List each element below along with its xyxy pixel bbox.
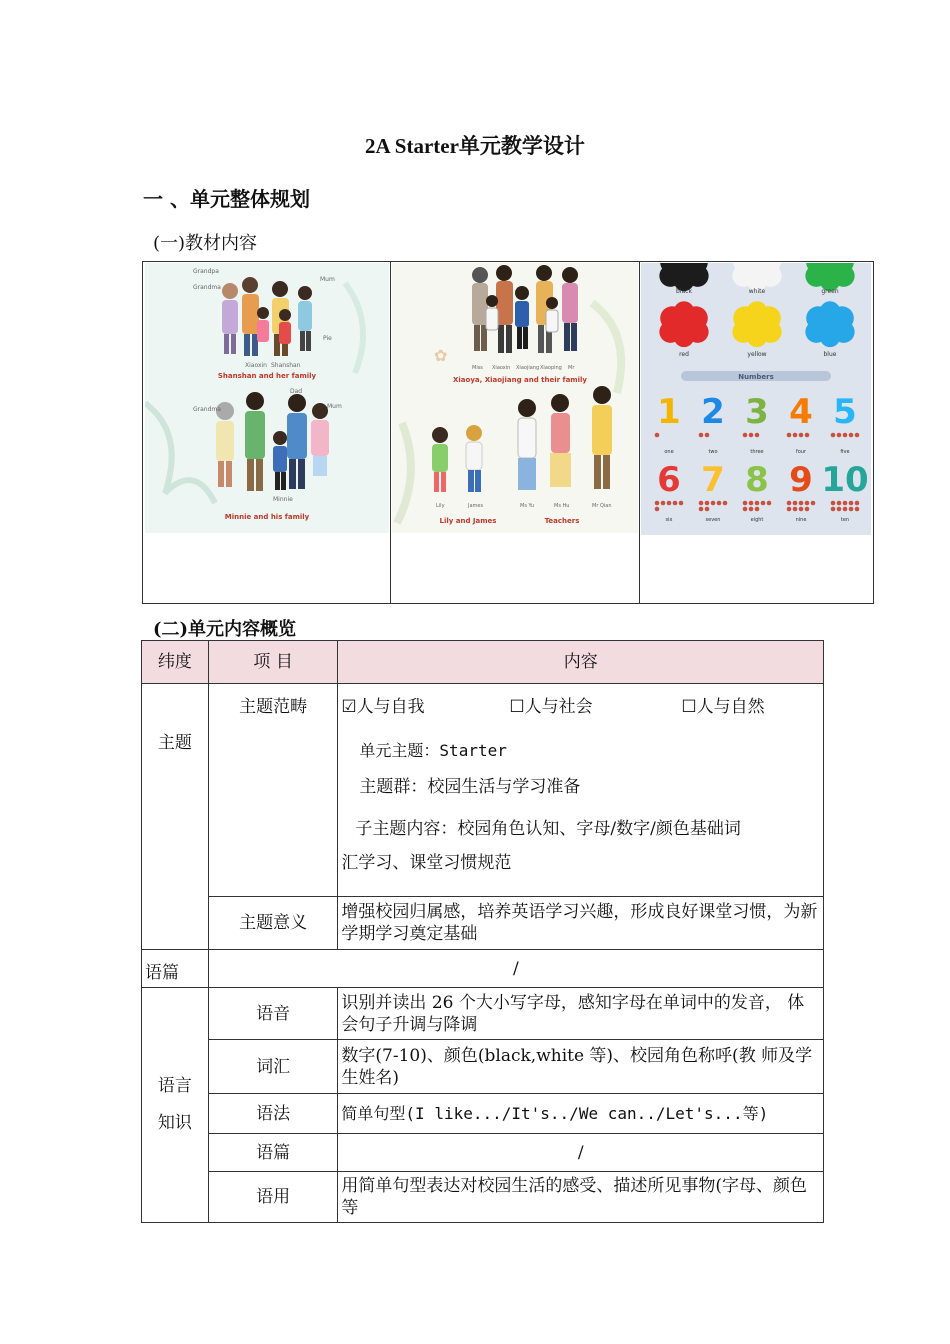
- label-miss: Miss: [472, 365, 483, 371]
- count-dot: [755, 507, 760, 512]
- row-content-usage: 用简单句型表达对校园生活的感受、描述所见事物(字母、颜色等: [338, 1172, 824, 1223]
- count-dot: [793, 507, 798, 512]
- color-blob-red: [659, 301, 708, 347]
- table-row: [142, 684, 824, 897]
- count-dot: [799, 433, 804, 438]
- label-mr-qian: Mr Qian: [592, 503, 612, 509]
- count-dot: [743, 433, 748, 438]
- count-dot: [767, 501, 772, 506]
- count-dot: [837, 507, 842, 512]
- count-dot: [831, 501, 836, 506]
- number-digit-nine: 9: [789, 460, 813, 500]
- number-word-three: three: [750, 449, 764, 455]
- count-dot: [699, 433, 704, 438]
- count-dot: [655, 507, 660, 512]
- label-xiaojiang: Xiaojiang: [516, 365, 540, 371]
- label-ms-hu: Ms Hu: [554, 503, 570, 509]
- table-row: [142, 1172, 824, 1223]
- section-heading: 一 、单元整体规划: [143, 187, 310, 211]
- number-digit-seven: 7: [701, 460, 725, 500]
- number-word-two: two: [708, 449, 718, 455]
- count-dot: [749, 507, 754, 512]
- count-dot: [711, 501, 716, 506]
- label-xiaoping: Xiaoping: [540, 365, 562, 371]
- color-blob-yellow: [732, 301, 781, 347]
- label-james: James: [468, 503, 484, 509]
- subsection-heading-overview: (二)单元内容概览: [153, 619, 297, 640]
- number-digit-two: 2: [701, 392, 725, 432]
- count-dot: [705, 507, 710, 512]
- label-pie: Pie: [323, 335, 332, 342]
- header-content: 内容: [338, 641, 824, 684]
- row-content-phonetics: 识别并读出 26 个大小写字母，感知字母在单词中的发音， 体会句子升调与降调: [338, 988, 824, 1040]
- count-dot: [705, 433, 710, 438]
- color-label-white: white: [748, 288, 766, 295]
- caption-shanshan-family: Shanshan and her family: [217, 372, 317, 380]
- color-label-yellow: yellow: [747, 351, 767, 358]
- option-self: ☑人与自我: [341, 697, 425, 717]
- count-dot: [793, 501, 798, 506]
- table-row: [142, 1040, 824, 1094]
- count-dot: [673, 501, 678, 506]
- table-row: [142, 897, 824, 950]
- label-xiaoxin: Xiaoxin: [245, 362, 267, 369]
- sub-theme-line-1: 子主题内容：校园角色认知、字母/数字/颜色基础词: [355, 819, 741, 839]
- label-shanshan: Shanshan: [271, 362, 301, 369]
- number-digit-one: 1: [657, 392, 681, 432]
- count-dot: [743, 507, 748, 512]
- color-blob-blue: [805, 301, 854, 347]
- count-dot: [805, 507, 810, 512]
- textbook-image-classmates: [392, 263, 638, 533]
- label-ms-yu: Ms Yu: [520, 503, 535, 509]
- count-dot: [705, 501, 710, 506]
- discourse-label: 语篇: [142, 950, 209, 988]
- table-row: [142, 1134, 824, 1172]
- table-row: [142, 1094, 824, 1134]
- label-xiaoxin-2: Xiaoxin: [492, 365, 511, 371]
- count-dot: [787, 507, 792, 512]
- count-dot: [755, 433, 760, 438]
- count-dot: [837, 433, 842, 438]
- number-word-seven: seven: [705, 517, 721, 523]
- row-content-discourse: /: [338, 1134, 824, 1172]
- table-row: [142, 988, 824, 1040]
- label-minnie: Minnie: [273, 496, 293, 503]
- caption-minnie-family: Minnie and his family: [224, 513, 310, 521]
- count-dot: [831, 507, 836, 512]
- count-dot: [699, 507, 704, 512]
- unit-theme: 单元主题：Starter: [359, 741, 507, 760]
- document-title: 2A Starter单元教学设计: [365, 134, 585, 158]
- header-dimension: 纬度: [142, 641, 209, 684]
- number-word-ten: ten: [840, 517, 850, 523]
- count-dot: [787, 501, 792, 506]
- svg-text:✿: ✿: [434, 346, 448, 365]
- count-dot: [843, 507, 848, 512]
- count-dot: [749, 501, 754, 506]
- count-dot: [805, 501, 810, 506]
- count-dot: [831, 433, 836, 438]
- count-dot: [837, 501, 842, 506]
- count-dot: [661, 501, 666, 506]
- count-dot: [655, 501, 660, 506]
- unit-overview-table: [141, 640, 824, 1223]
- count-dot: [655, 433, 660, 438]
- count-dot: [843, 501, 848, 506]
- number-digit-five: 5: [833, 392, 857, 432]
- number-word-four: four: [795, 449, 807, 455]
- row-item-usage: 语用: [208, 1172, 338, 1223]
- theme-meaning-label: 主题意义: [208, 897, 338, 950]
- language-label-line-1: 语言: [157, 1076, 192, 1096]
- number-digit-eight: 8: [745, 460, 769, 500]
- label-grandpa: Grandpa: [193, 268, 219, 275]
- row-content-grammar: 简单句型(I like.../It's../We can../Let's...等): [338, 1094, 824, 1134]
- color-label-black: black: [676, 288, 692, 295]
- count-dot: [805, 433, 810, 438]
- number-digit-three: 3: [745, 392, 769, 432]
- number-word-five: five: [840, 449, 850, 455]
- kids-figures: [432, 425, 482, 492]
- family-figures: [472, 265, 578, 353]
- count-dot: [793, 433, 798, 438]
- label-lily: Lily: [436, 503, 445, 509]
- number-digit-four: 4: [789, 392, 813, 432]
- row-item-grammar: 语法: [208, 1094, 338, 1134]
- subsection-heading-materials: (一)教材内容: [153, 233, 258, 254]
- count-dot: [755, 501, 760, 506]
- number-digit-six: 6: [657, 460, 681, 500]
- color-label-red: red: [679, 351, 689, 358]
- count-dot: [667, 501, 672, 506]
- textbook-image-colors-numbers: [641, 263, 871, 535]
- count-dot: [855, 433, 860, 438]
- language-label-line-2: 知识: [157, 1113, 192, 1133]
- color-label-blue: blue: [823, 351, 837, 358]
- count-dot: [723, 501, 728, 506]
- teacher-figures: [518, 386, 612, 490]
- sub-theme-line-2: 汇学习、课堂习惯规范: [341, 853, 512, 873]
- materials-image-table: [142, 261, 874, 604]
- theme-options: [341, 694, 820, 720]
- language-knowledge-label: [142, 988, 209, 1223]
- count-dot: [855, 501, 860, 506]
- count-dot: [849, 433, 854, 438]
- family-figures-top: [222, 277, 312, 356]
- color-blob-green: [805, 263, 854, 291]
- row-item-vocabulary: 词汇: [208, 1040, 338, 1094]
- count-dot: [787, 433, 792, 438]
- discourse-value: /: [208, 950, 823, 988]
- label-dad: Dad: [290, 388, 303, 395]
- number-word-six: six: [665, 517, 673, 523]
- label-grandma: Grandma: [193, 284, 221, 291]
- count-dot: [799, 507, 804, 512]
- number-word-one: one: [664, 449, 674, 455]
- theme-meaning-content: 增强校园归属感，培养英语学习兴趣，形成良好课堂习惯，为新学期学习奠定基础: [338, 897, 824, 950]
- theme-group: 主题群：校园生活与学习准备: [359, 777, 581, 797]
- number-word-eight: eight: [750, 517, 764, 523]
- label-mr: Mr: [568, 365, 575, 371]
- count-dot: [811, 501, 816, 506]
- row-item-phonetics: 语音: [208, 988, 338, 1040]
- table-header-row: [142, 641, 824, 684]
- theme-label: 主题: [142, 684, 209, 950]
- count-dot: [849, 501, 854, 506]
- count-dot: [843, 433, 848, 438]
- numbers-heading: Numbers: [738, 373, 774, 381]
- count-dot: [743, 501, 748, 506]
- number-word-nine: nine: [795, 517, 807, 523]
- count-dot: [717, 501, 722, 506]
- color-blob-black: [659, 263, 708, 291]
- row-content-vocabulary: 数字(7-10)、颜色(black,white 等)、校园角色称呼(教 师及学生姓名): [338, 1040, 824, 1094]
- count-dot: [855, 507, 860, 512]
- theme-category-label: 主题范畴: [208, 684, 338, 897]
- count-dot: [679, 501, 684, 506]
- theme-category-content: [338, 684, 824, 897]
- caption-lily-james: Lily and James: [439, 517, 497, 525]
- option-society: ☐人与社会: [509, 697, 593, 717]
- caption-xiaoya-family: Xiaoya, Xiaojiang and their family: [453, 376, 587, 384]
- label-mum-2: Mum: [327, 403, 342, 410]
- color-blob-white: [732, 263, 781, 291]
- table-row: [142, 950, 824, 988]
- label-mum: Mum: [320, 276, 335, 283]
- column-divider: [390, 262, 391, 603]
- count-dot: [761, 501, 766, 506]
- number-digit-ten: 10: [821, 460, 869, 500]
- option-nature: ☐人与自然: [681, 697, 765, 717]
- textbook-image-families: [145, 263, 389, 533]
- caption-teachers: Teachers: [544, 517, 580, 525]
- row-item-discourse: 语篇: [208, 1134, 338, 1172]
- label-grandma-2: Grandma: [193, 406, 221, 413]
- count-dot: [699, 501, 704, 506]
- column-divider: [639, 262, 640, 603]
- count-dot: [849, 507, 854, 512]
- family-figures-bottom: [216, 392, 329, 491]
- count-dot: [749, 433, 754, 438]
- header-item: 项 目: [208, 641, 338, 684]
- color-label-green: green: [821, 288, 839, 295]
- count-dot: [799, 501, 804, 506]
